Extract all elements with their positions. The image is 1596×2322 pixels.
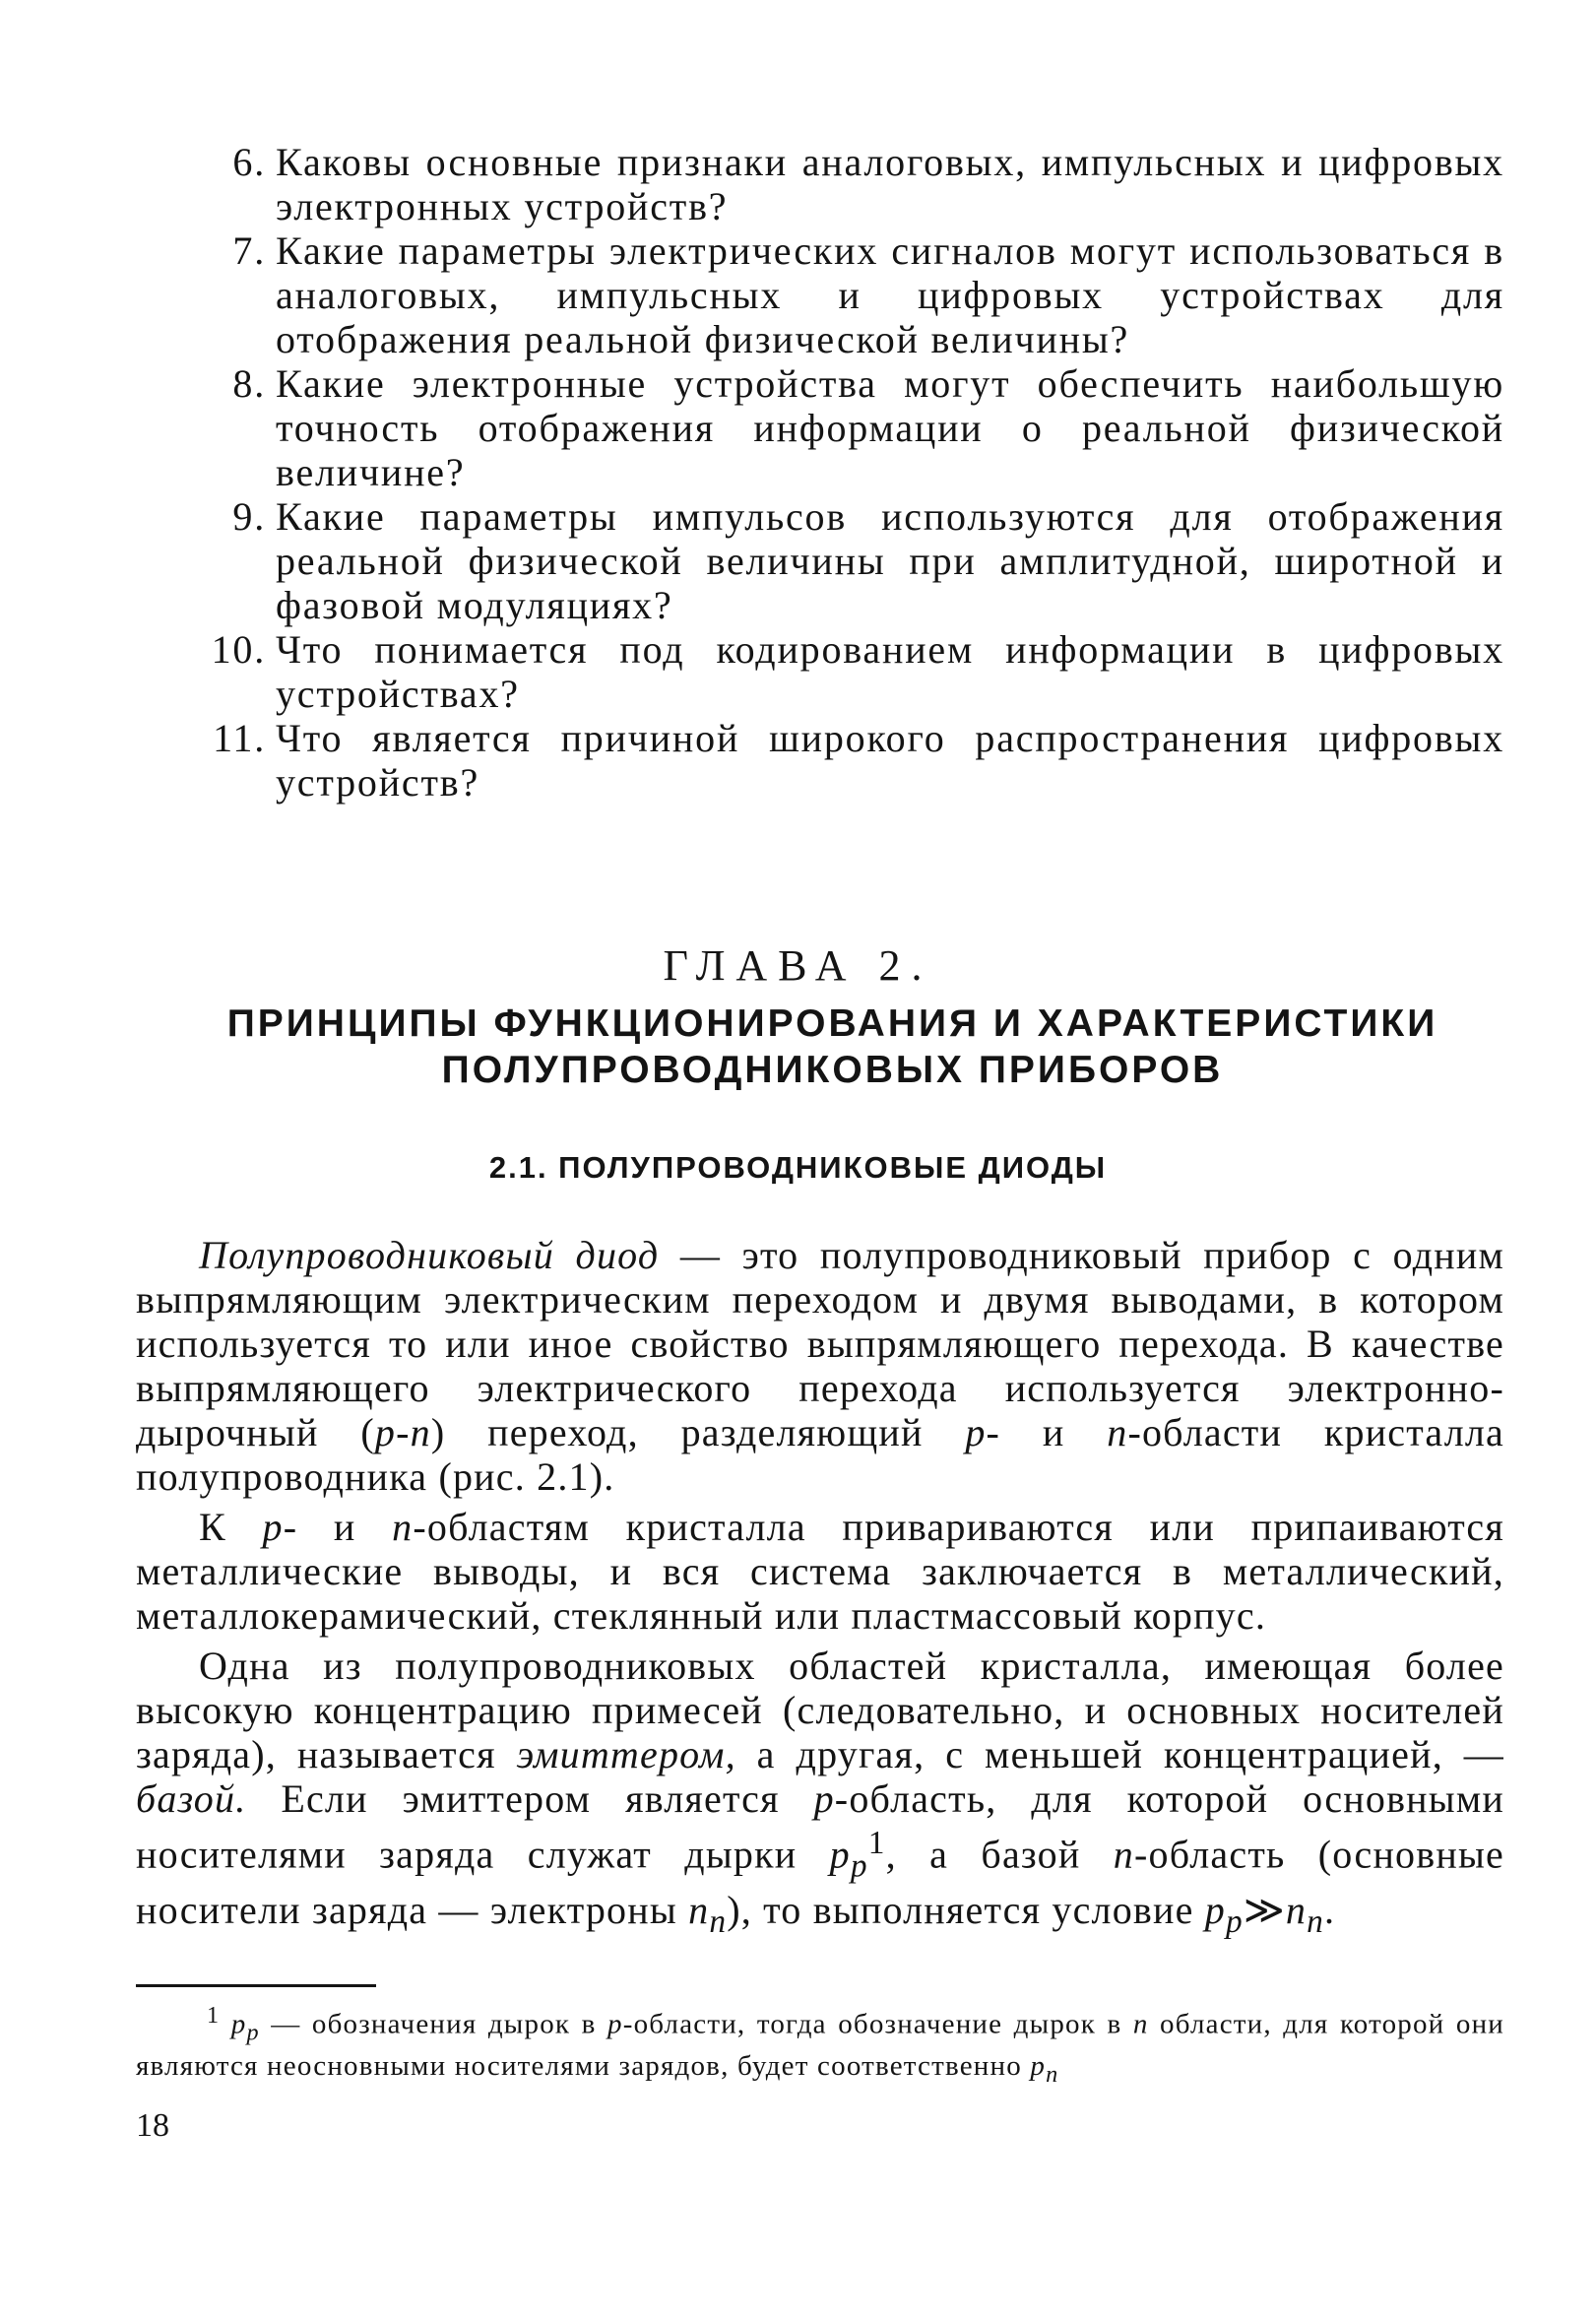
question-item (195, 228, 1504, 361)
question-number: 8. (232, 361, 266, 406)
symbol-p: p (1204, 1888, 1226, 1933)
paragraph-definition (136, 1233, 1504, 1499)
symbol-n: n (1132, 2008, 1149, 2040)
symbol-p: p (965, 1410, 987, 1454)
question-item (195, 140, 1504, 228)
text-run: К (199, 1505, 263, 1549)
symbol-n: n (1107, 1410, 1128, 1454)
question-item (195, 716, 1504, 805)
body-text (136, 1233, 1504, 1950)
text-run: - и (986, 1410, 1108, 1454)
question-text: Что понимается под кодированием информации в цифровых устройствах? (276, 627, 1504, 716)
footnote-divider (136, 1984, 376, 1987)
text-run: -область (основные носители заряда — электроны (136, 1832, 1504, 1933)
question-number: 9. (232, 494, 266, 539)
subscript-n: n (1046, 2061, 1059, 2089)
subscript-n: n (1307, 1903, 1324, 1941)
symbol-p: p (262, 1505, 284, 1549)
symbol-pp: p (230, 2008, 247, 2040)
text-run: — обозначения дырок в (259, 2008, 608, 2040)
question-number: 6. (232, 140, 266, 184)
footnote-marker: 1 (867, 1825, 886, 1861)
text-run: - и (283, 1505, 393, 1549)
section-title: 2.1. ПОЛУПРОВОДНИКОВЫЕ ДИОДЫ (488, 1150, 1108, 1185)
term-base: базой. (136, 1776, 247, 1821)
text-run: Одна из полупроводниковых областей кристалла, имеющая более высокую концентрацию примесей (следовательно, и основных носителей заряда), называется (136, 1644, 1504, 1776)
paragraph-emitter-base (136, 1644, 1504, 1944)
review-questions-list (195, 140, 1504, 805)
footnote (136, 1999, 1504, 2092)
text-run: -область, для которой основными носителями заряда служат дырки (136, 1776, 1504, 1877)
text-run: ), то выполняется условие (727, 1888, 1205, 1933)
text-run: -области кристалла полупроводника (рис. 2.1). (136, 1410, 1504, 1499)
text-run: а другая, с меньшей концентрацией, — (735, 1732, 1505, 1776)
much-greater-sign: ≫ (1243, 1888, 1286, 1933)
question-number: 10. (211, 627, 266, 672)
text-run: области, для которой они являются неосновными носителями зарядов, будет соответственно (136, 2008, 1505, 2083)
text-run: ) переход, разделяющий (430, 1410, 966, 1454)
subscript-n: n (709, 1903, 728, 1941)
question-number: 11. (213, 716, 266, 760)
question-text: Что является причиной широкого распространения цифровых устройств? (276, 716, 1504, 805)
question-text: Какие электронные устройства могут обеспечить наибольшую точность отображения информации о реальной физической величине? (276, 361, 1504, 494)
question-item (195, 627, 1504, 716)
footnote-marker: 1 (207, 2002, 221, 2029)
subscript-p: p (850, 1847, 868, 1885)
question-text: Какие параметры электрических сигналов могут использоваться в аналоговых, импульсных и цифровых устройствах для отображения реальной физической величины? (276, 228, 1504, 361)
symbol-pp: p (829, 1832, 851, 1877)
chapter-label: ГЛАВА 2. (663, 941, 933, 990)
symbol-n: n (392, 1505, 414, 1549)
text-run: — это полупроводниковый прибор с одним выпрямляющим электрическим переходом и двумя выводами, в котором используется то или иное свойство выпрямляющего перехода. В качестве выпрямляющего электрического перехода используется электронно-дырочный ( (136, 1233, 1504, 1454)
subscript-p: p (246, 2019, 260, 2046)
term-semiconductor-diode: Полупроводниковый диод (199, 1233, 660, 1277)
chapter-title: ПРИНЦИПЫ ФУНКЦИОНИРОВАНИЯ И ХАРАКТЕРИСТИКИ ПОЛУПРОВОДНИКОВЫХ ПРИБОРОВ (226, 1002, 1438, 1091)
question-number: 7. (232, 228, 266, 273)
question-text: Каковы основные признаки аналоговых, импульсных и цифровых электронных устройств? (276, 140, 1504, 228)
symbol-nn: n (688, 1888, 710, 1933)
paragraph-terminals (136, 1505, 1504, 1638)
symbol-n: n (1285, 1888, 1308, 1933)
question-text: Какие параметры импульсов используются для отображения реальной физической величины при амплитудной, широтной и фазовой модуляциях? (276, 494, 1504, 627)
question-item (195, 361, 1504, 494)
term-emitter: эмиттером, (516, 1732, 736, 1776)
text-run: , а базой (885, 1832, 1114, 1877)
subscript-p: p (1225, 1903, 1244, 1941)
symbol-p: p (813, 1776, 835, 1821)
symbol-pn: p-n (374, 1410, 431, 1454)
symbol-p: p (607, 2008, 623, 2040)
symbol-pn: p (1030, 2050, 1047, 2083)
symbol-n: n (1113, 1832, 1134, 1877)
page-number: 18 (136, 2107, 169, 2144)
question-item (195, 494, 1504, 627)
text-run: -области, тогда обозначение дырок в (622, 2008, 1133, 2040)
text-run: Если эмиттером является (246, 1776, 814, 1821)
text-run: -областям кристалла привариваются или припаиваются металлические выводы, и вся система заключается в металлический, металлокерамический, стеклянный или пластмассовый корпус. (136, 1505, 1504, 1638)
text-run: . (1323, 1888, 1336, 1933)
